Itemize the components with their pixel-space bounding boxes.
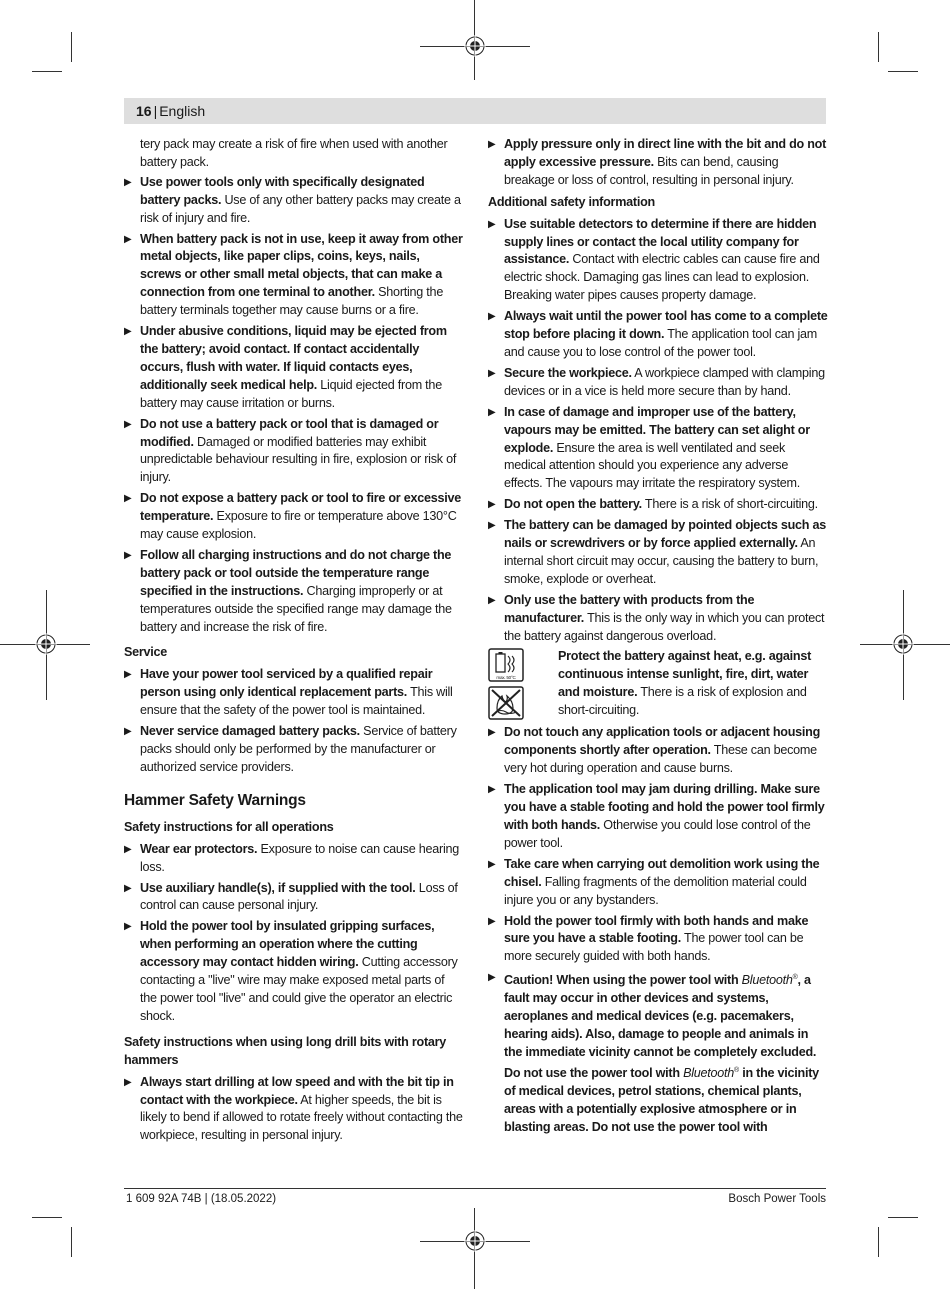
footer-rule — [124, 1188, 826, 1189]
list-item: ▶ Have your power tool serviced by a qualified repair person using only identical replacement parts. This will ensure that the safety of the power tool is maintained. — [124, 666, 464, 720]
list-item: ▶ The battery can be damaged by pointed objects such as nails or screwdrivers or by force applied externally. An internal short circuit may occur, causing the battery to burn, smoke, explode or overheat. — [488, 517, 828, 589]
registration-mark-icon — [892, 633, 914, 655]
list-item: ▶ Do not use a battery pack or tool that is damaged or modified. Damaged or modified batteries may exhibit unpredictable behaviour resulting in fire, explosion or risk of injury. — [124, 416, 464, 488]
section-heading-additional-safety: Additional safety information — [488, 194, 655, 209]
crop-mark — [32, 71, 62, 72]
list-item: ▶ When battery pack is not in use, keep it away from other metal objects, like paper clips, coins, keys, nails, screws or other small metal objects, that can make a connection from one terminal to another. Shorting the battery terminals together may cause burns or a fire. — [124, 231, 464, 321]
list-item: ▶ Use suitable detectors to determine if there are hidden supply lines or contact the local utility company for assistance. Contact with electric cables can cause fire and electric shock. Damaging gas lines can lead to explosion. Breaking water pipes causes property damage. — [488, 216, 828, 306]
right-column — [488, 136, 828, 1140]
crop-mark — [878, 1227, 879, 1257]
no-water-fire-icon — [488, 686, 524, 720]
crop-mark — [71, 32, 72, 62]
list-item: ▶ Follow all charging instructions and do not charge the battery pack or tool outside the temperature range specified in the instructions. Charging improperly or at temperatures outside the specified range may damage the battery and increase the risk of fire. — [124, 547, 464, 637]
list-item: ▶ Under abusive conditions, liquid may be ejected from the battery; avoid contact. If contact accidentally occurs, flush with water. If liquid contacts eyes, additionally seek medical help. Liquid ejected from the battery may cause irritation or burns. — [124, 323, 464, 413]
list-item: ▶ Do not open the battery. There is a risk of short-circuiting. — [488, 496, 828, 514]
battery-max-temperature-icon — [488, 648, 524, 682]
svg-text:max. 50°C: max. 50°C — [496, 675, 516, 681]
list-item: ▶ In case of damage and improper use of the battery, vapours may be emitted. The battery can set alight or explode. Ensure the area is well ventilated and seek medical attention should you experience any adverse effects. The vapours may irritate the respiratory system. — [488, 404, 828, 494]
list-item: ▶ Apply pressure only in direct line with the bit and do not apply excessive pressure. Bits can bend, causing breakage or loss of control, resulting in personal injury. — [488, 136, 828, 190]
list-item: ▶ Secure the workpiece. A workpiece clamped with clamping devices or in a vice is held more secure than by hand. — [488, 365, 828, 401]
left-column — [124, 136, 464, 1148]
list-item: ▶ Do not touch any application tools or adjacent housing components shortly after operation. These can become very hot during operation and cause burns. — [488, 724, 828, 778]
list-item: ▶ The application tool may jam during drilling. Make sure you have a stable footing and hold the power tool firmly with both hands. Otherwise you could lose control of the power tool. — [488, 781, 828, 853]
crop-mark — [32, 1217, 62, 1218]
subsection-heading-all-operations: Safety instructions for all operations — [124, 819, 334, 834]
list-item: ▶ Caution! When using the power tool with Bluetooth®, a fault may occur in other devices and systems, aeroplanes and medical devices (e.g. pacemakers, hearing aids). Also, damage to people and animals in the immediate vicinity cannot be completely excluded. Do not use the power tool with Bluetooth® in the vicinity of medical devices, petrol stations, chemical plants, areas with a potentially explosive atmosphere or in blasting areas. Do not use the power tool with — [488, 969, 828, 1137]
icon-warning-text: Protect the battery against heat, e.g. against continuous intense sunlight, fire, dirt, water and moisture. There is a risk of explosion and short-circuiting. — [558, 649, 812, 718]
list-item: ▶ Hold the power tool firmly with both hands and make sure you have a stable footing. The power tool can be more securely guided with both hands. — [488, 913, 828, 967]
section-heading-hammer: Hammer Safety Warnings — [124, 791, 306, 809]
list-item: ▶ Take care when carrying out demolition work using the chisel. Falling fragments of the demolition material could injure you or any bystanders. — [488, 856, 828, 910]
list-item: ▶ Use auxiliary handle(s), if supplied with the tool. Loss of control can cause personal injury. — [124, 880, 464, 916]
registration-mark-icon — [464, 35, 486, 57]
list-item: ▶ Only use the battery with products from the manufacturer. This is the only way in which you can protect the battery against dangerous overload. — [488, 592, 828, 646]
subsection-heading-long-drill-bits: Safety instructions when using long drill bits with rotary hammers — [124, 1034, 447, 1067]
registration-mark-icon — [464, 1230, 486, 1252]
list-item: ▶ Use power tools only with specifically designated battery packs. Use of any other battery packs may create a risk of injury and fire. — [124, 174, 464, 228]
crop-mark — [888, 1217, 918, 1218]
page-header — [136, 102, 205, 120]
footer-document-id: 1 609 92A 74B | (18.05.2022) — [126, 1193, 277, 1205]
warning-icons — [488, 648, 558, 720]
continued-paragraph: tery pack may create a risk of fire when used with another battery pack. — [140, 137, 448, 169]
list-item: ▶ Hold the power tool by insulated gripping surfaces, when performing an operation where the cutting accessory may contact hidden wiring. Cutting accessory contacting a "live" wire may make exposed metal parts of the power tool "live" and could give the operator an electric shock. — [124, 918, 464, 1025]
crop-mark — [878, 32, 879, 62]
page-number: 16 — [136, 103, 152, 119]
list-item: ▶ Wear ear protectors. Exposure to noise can cause hearing loss. — [124, 841, 464, 877]
list-item: ▶ Never service damaged battery packs. Service of battery packs should only be performed by the manufacturer or authorized service providers. — [124, 723, 464, 777]
list-item: ▶ Do not expose a battery pack or tool to fire or excessive temperature. Exposure to fire or temperature above 130°C may cause explosion. — [124, 490, 464, 544]
header-language: English — [159, 103, 206, 119]
section-heading-service: Service — [124, 645, 168, 660]
crop-mark — [888, 71, 918, 72]
footer-brand: Bosch Power Tools — [728, 1193, 826, 1205]
header-separator: | — [153, 103, 158, 119]
registration-mark-icon — [35, 633, 57, 655]
battery-heat-warning — [488, 648, 828, 720]
list-item: ▶ Always start drilling at low speed and with the bit tip in contact with the workpiece. At higher speeds, the bit is likely to bend if allowed to rotate freely without contacting the workpiece, resulting in personal injury. — [124, 1074, 464, 1146]
page-header-bar — [124, 98, 826, 124]
crop-mark — [71, 1227, 72, 1257]
list-item: ▶ Always wait until the power tool has come to a complete stop before placing it down. The application tool can jam and cause you to lose control of the power tool. — [488, 308, 828, 362]
